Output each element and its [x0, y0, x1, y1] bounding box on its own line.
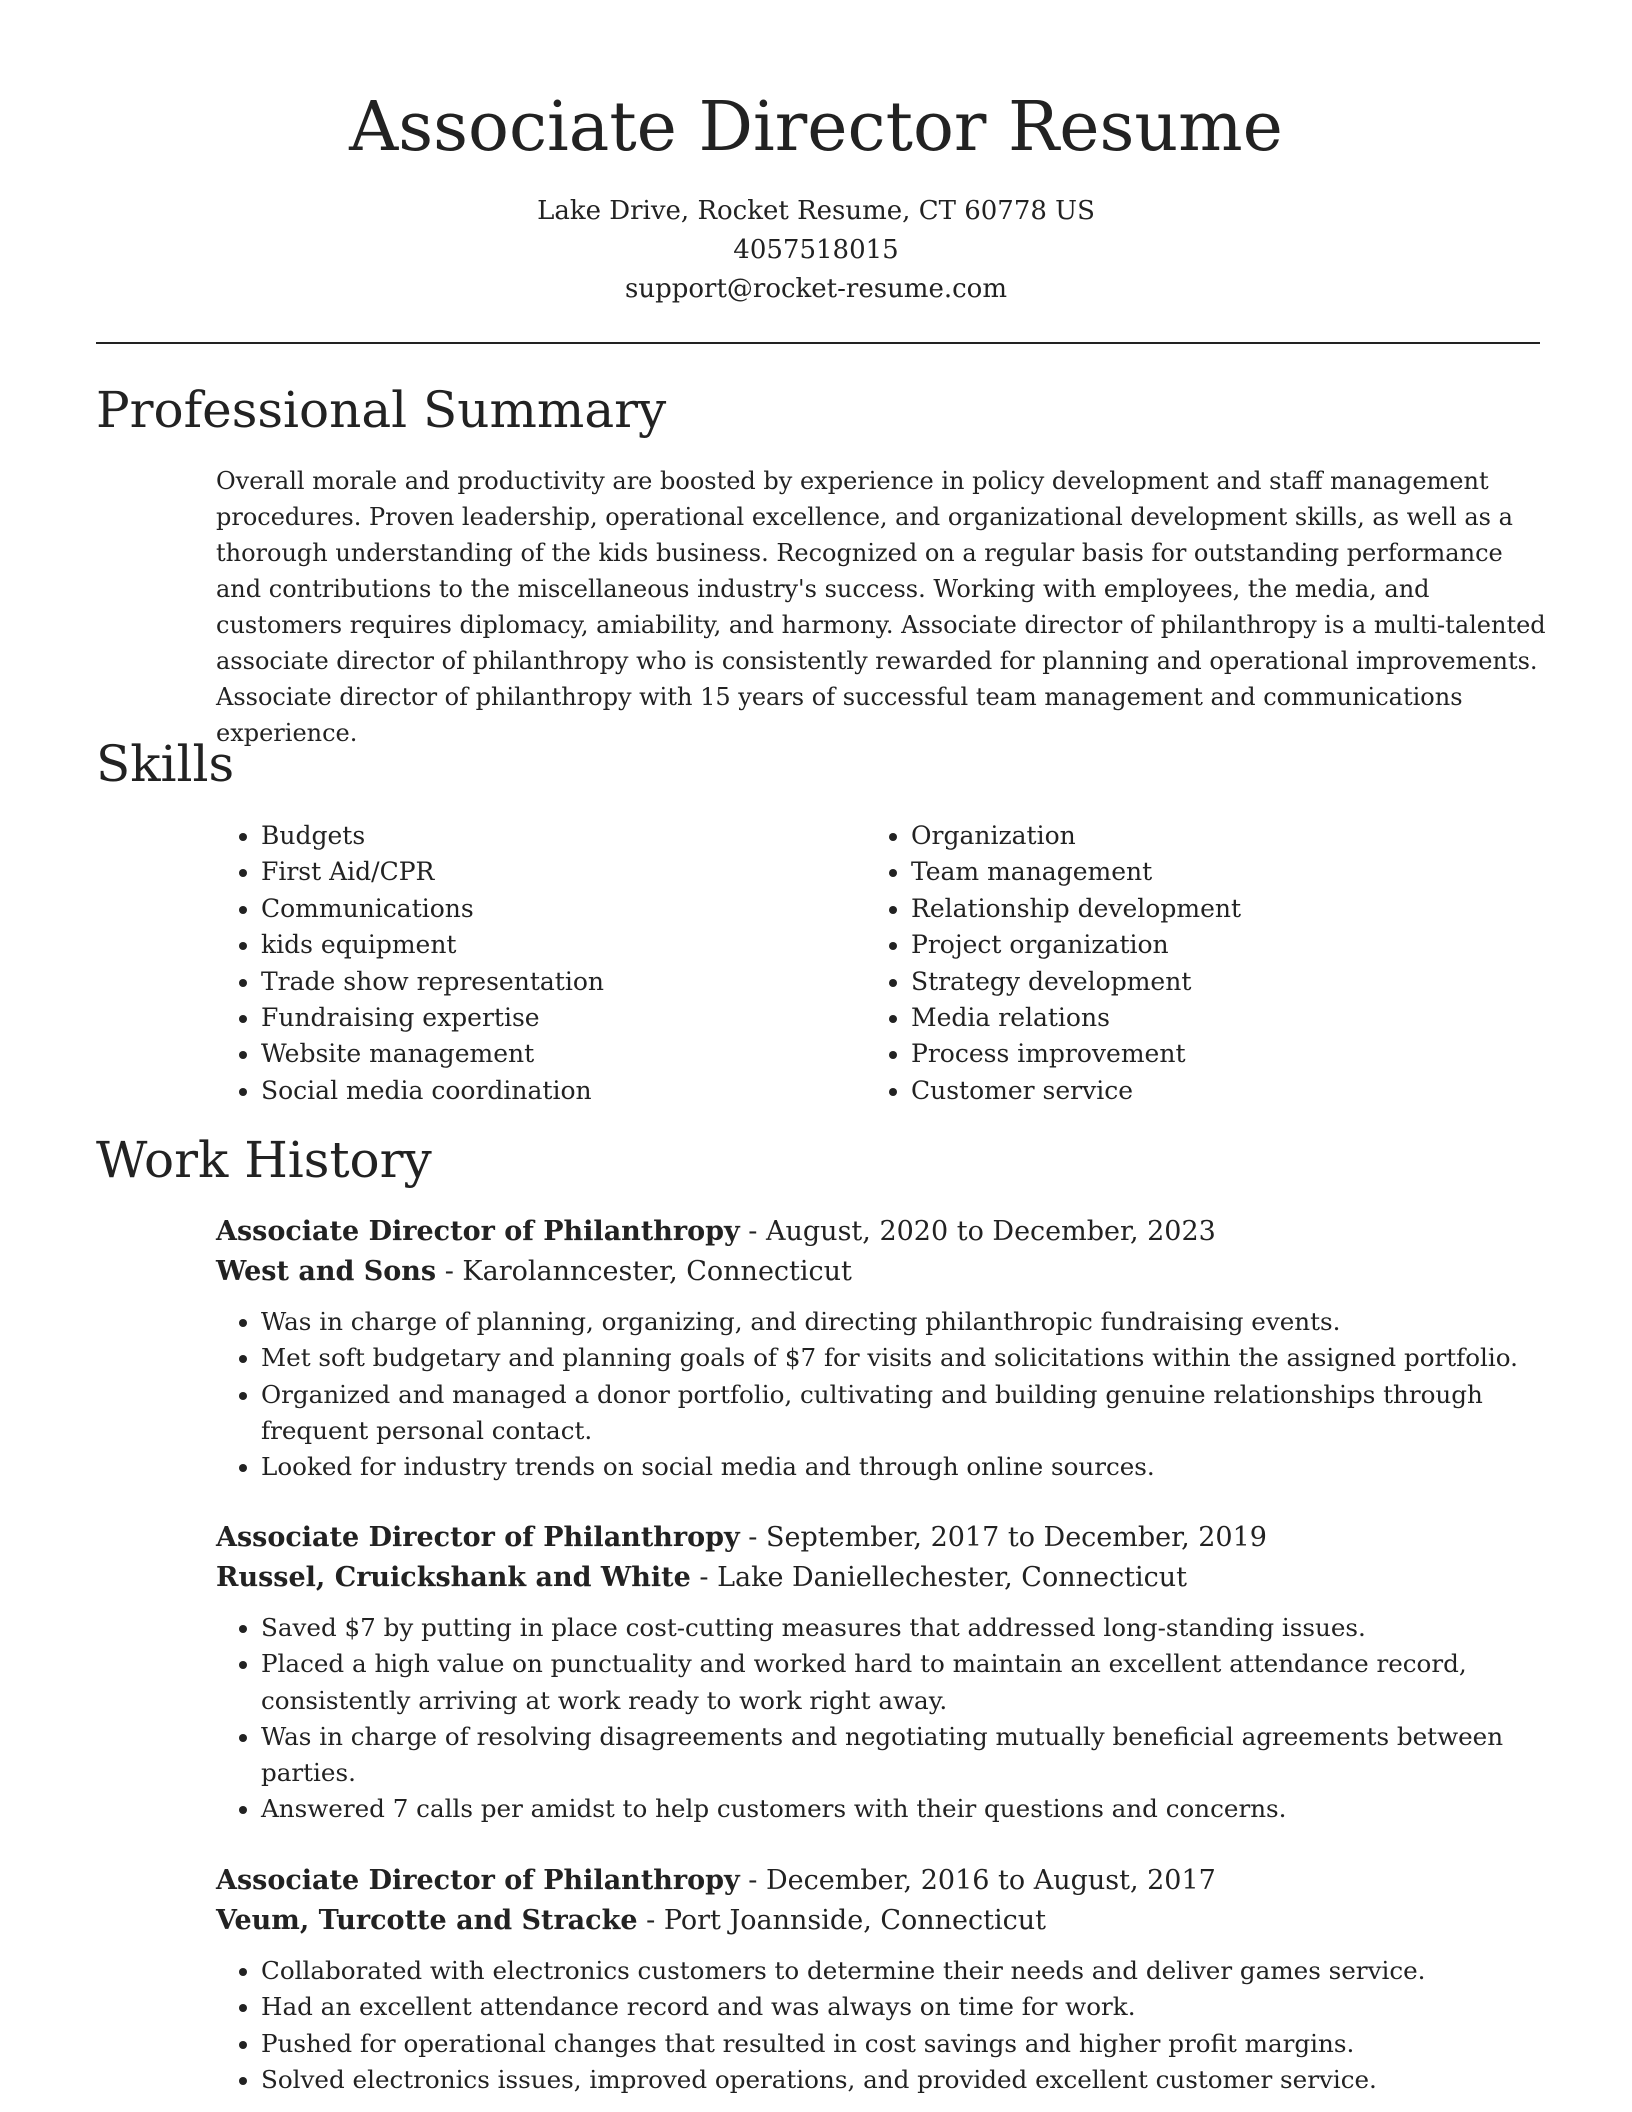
job-entry [216, 1861, 1546, 2098]
resume-header [0, 0, 1632, 309]
job-bullet: • Placed a high value on punctuality and worked hard to maintain an excellent attendance record, consistently arriving at work ready to work right away. [261, 1646, 1546, 1719]
job-title: Associate Director of Philanthropy [216, 1216, 740, 1247]
job-bullet: • Met soft budgetary and planning goals of $7 for visits and solicitations within the assigned portfolio. [261, 1340, 1546, 1376]
job-title: Associate Director of Philanthropy [216, 1865, 740, 1896]
job-dates: August, 2020 to December, 2023 [766, 1216, 1216, 1247]
contact-phone: 4057518015 [733, 235, 899, 265]
work-history-heading: Work History [96, 1131, 432, 1189]
contact-email: support@rocket-resume.com [624, 274, 1007, 304]
job-company: West and Sons [216, 1256, 437, 1287]
skill-item: • Relationship development [911, 891, 1241, 927]
contact-info [0, 192, 1632, 309]
job-company-line: Veum, Turcotte and Stracke - Port Joannside, Connecticut [216, 1905, 1046, 1936]
job-bullet: • Answered 7 calls per amidst to help customers with their questions and concerns. [261, 1791, 1546, 1827]
job-title-line: Associate Director of Philanthropy - December, 2016 to August, 2017 [216, 1865, 1216, 1896]
job-bullets [216, 1953, 1546, 2098]
job-title: Associate Director of Philanthropy [216, 1522, 740, 1553]
job-bullet: • Collaborated with electronics customers to determine their needs and deliver games service. [261, 1953, 1546, 1989]
job-company: Russel, Cruickshank and White [216, 1562, 691, 1593]
skill-item: • Budgets [261, 818, 604, 854]
skill-item: • Process improvement [911, 1036, 1241, 1072]
job-bullets [216, 1304, 1546, 1485]
job-company-line: West and Sons - Karolanncester, Connecticut [216, 1256, 852, 1287]
contact-address: Lake Drive, Rocket Resume, CT 60778 US [537, 196, 1095, 226]
job-bullet: • Had an excellent attendance record and was always on time for work. [261, 1989, 1546, 2025]
summary-text: Overall morale and productivity are boosted by experience in policy development and staff management procedures. Proven leadership, operational excellence, and organizational development skills, as well as a thorough understanding of the kids business. Recognized on a regular basis for outstanding performance and contributions to the miscellaneous industry's success. Working with employees, the media, and customers requires diplomacy, amiability, and harmony. Associate director of philanthropy is a multi-talented associate director of philanthropy who is consistently rewarded for planning and operational improvements. Associate director of philanthropy with 15 years of successful team management and communications experience. [216, 467, 1546, 747]
job-bullet: • Looked for industry trends on social media and through online sources. [261, 1449, 1546, 1485]
job-title-line: Associate Director of Philanthropy - August, 2020 to December, 2023 [216, 1216, 1216, 1247]
skill-item: • Team management [911, 854, 1241, 890]
skill-item: • Customer service [911, 1073, 1241, 1109]
skills-heading: Skills [96, 735, 235, 793]
job-title-line: Associate Director of Philanthropy - September, 2017 to December, 2019 [216, 1522, 1267, 1553]
skill-item: • Website management [261, 1036, 604, 1072]
job-bullet: • Organized and managed a donor portfolio, cultivating and building genuine relationships through frequent personal contact. [261, 1377, 1546, 1450]
job-location: Lake Daniellechester, Connecticut [717, 1562, 1187, 1593]
skill-item: • kids equipment [261, 927, 604, 963]
resume-title: Associate Director Resume [349, 88, 1283, 167]
skill-item: • Strategy development [911, 964, 1241, 1000]
skills-list-left [216, 818, 604, 1109]
skill-item: • Trade show representation [261, 964, 604, 1000]
job-bullet: • Solved electronics issues, improved operations, and provided excellent customer service. [261, 2062, 1546, 2098]
job-company-line: Russel, Cruickshank and White - Lake Daniellechester, Connecticut [216, 1562, 1187, 1593]
job-location: Port Joannside, Connecticut [663, 1905, 1046, 1936]
job-bullets [216, 1610, 1546, 1828]
skill-item: • Social media coordination [261, 1073, 604, 1109]
job-company: Veum, Turcotte and Stracke [216, 1905, 638, 1936]
job-entry [216, 1518, 1546, 1828]
skill-item: • First Aid/CPR [261, 854, 604, 890]
skill-item: • Communications [261, 891, 604, 927]
job-bullet: • Pushed for operational changes that resulted in cost savings and higher profit margins. [261, 2026, 1546, 2062]
skill-item: • Media relations [911, 1000, 1241, 1036]
job-bullet: • Was in charge of resolving disagreements and negotiating mutually beneficial agreements between parties. [261, 1719, 1546, 1792]
job-entry [216, 1212, 1546, 1485]
job-bullet: • Saved $7 by putting in place cost-cutting measures that addressed long-standing issues. [261, 1610, 1546, 1646]
summary-heading: Professional Summary [96, 381, 667, 439]
header-divider [96, 342, 1540, 344]
job-bullet: • Was in charge of planning, organizing, and directing philanthropic fundraising events. [261, 1304, 1546, 1340]
skills-list-right [866, 818, 1241, 1109]
skill-item: • Project organization [911, 927, 1241, 963]
job-dates: September, 2017 to December, 2019 [766, 1522, 1267, 1553]
skill-item: • Fundraising expertise [261, 1000, 604, 1036]
skill-item: • Organization [911, 818, 1241, 854]
job-dates: December, 2016 to August, 2017 [766, 1865, 1216, 1896]
job-location: Karolanncester, Connecticut [462, 1256, 852, 1287]
